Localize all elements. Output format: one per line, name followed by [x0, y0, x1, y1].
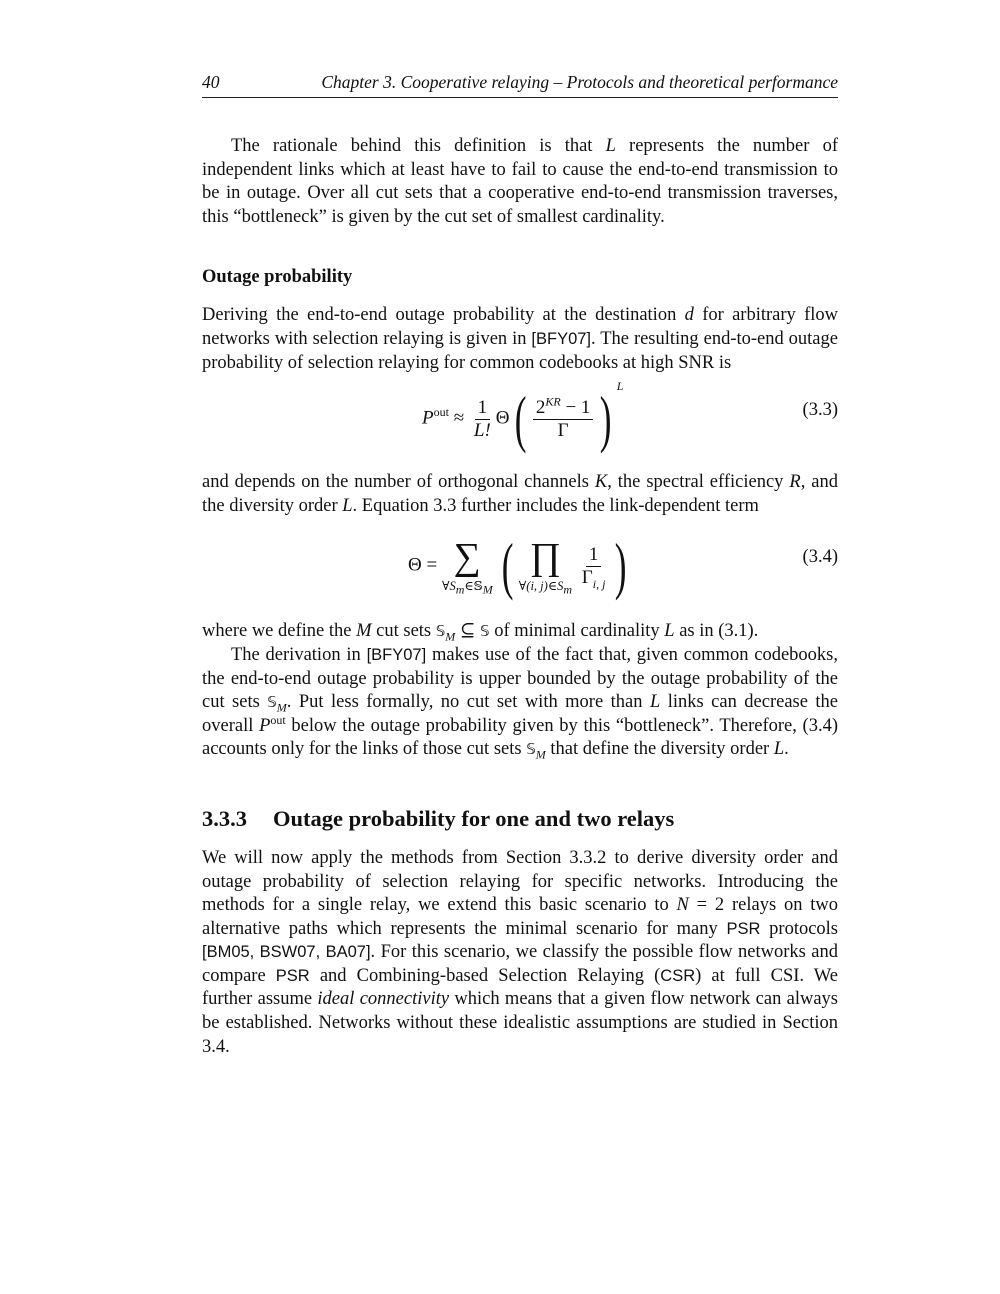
- citation-link[interactable]: [BM05, BSW07, BA07]: [202, 943, 371, 962]
- paragraph-derivation: The derivation in [BFY07] makes use of the fact that, given common codebooks, the end-to-end outage probability is upper bounded by the outage probability of the cut sets 𝕊$_M$. Put less formally, no cut set with more than L links can decrease the overall $P^{out}$ below the outage probability given by this “bottleneck”. Therefore, (3.4) accounts only for the links of those cut sets 𝕊$_M$ that define the diversity order L.: [202, 644, 838, 762]
- paragraph-deriving: Deriving the end-to-end outage probability at the destination d for arbitrary flow networks with selection relaying is given in [BFY07]. The resulting end-to-end outage probability of selection relaying for common codebooks at high SNR is: [202, 305, 838, 373]
- running-header: [202, 70, 838, 98]
- equation-3-3: $P^{out}$ ≈ $\frac{1}{L!}$ Θ( $\frac{2^{KR} - 1}{\Gamma}$ ) $^L$ (3.3): [422, 379, 838, 455]
- page-number: 40: [202, 72, 220, 92]
- citation-link[interactable]: [BFY07]: [531, 329, 592, 348]
- chapter-title: Chapter 3. Cooperative relaying – Protocols and theoretical performance: [321, 72, 838, 92]
- equation-3-4: Θ = ∑ $\forall S_m\in 𝕊_M$ ( ∏ ∀(i, $j)\in S_m$ $\frac{1}{\Gamma_{i, j}}$ ) (3.4): [408, 530, 838, 602]
- acronym-link-csr[interactable]: CSR: [660, 966, 696, 985]
- equation-number-3-3: (3.3): [802, 400, 838, 421]
- section-title: Outage probability for one and two relays: [273, 805, 675, 831]
- paragraph-where-define: where we define the M cut sets 𝕊$_M$ ⊆ 𝕊 of minimal cardinality L as in (3.1).: [202, 621, 759, 645]
- citation-link[interactable]: [BFY07]: [366, 645, 427, 664]
- subheading-outage-probability: Outage probability: [202, 267, 353, 288]
- acronym-link-psr[interactable]: PSR: [726, 919, 761, 938]
- page: [202, 70, 838, 1059]
- paragraph-apply-methods: We will now apply the methods from Section 3.3.2 to derive diversity order and outage probability of selection relaying for specific networks. Introducing the methods for a single relay, we extend this basic scenario to N = 2 relays on two alternative paths which represents the minimal scenario for many PSR protocols [BM05, BSW07, BA07]. For this scenario, we classify the possible flow networks and compare PSR and Combining-based Selection Relaying (CSR) at full CSI. We further assume ideal connectivity which means that a given flow network can always be established. Networks without these idealistic assumptions are studied in Section 3.4.: [202, 847, 839, 1057]
- paragraph-rationale: The rationale behind this definition is that L represents the number of independent links which at least have to fail to cause the end-to-end transmission to be in outage. Over all cut sets that a cooperative end-to-end transmission traverses, this “bottleneck” is given by the cut set of smallest cardinality.: [202, 136, 838, 227]
- section-number: 3.3.3: [202, 805, 247, 831]
- paragraph-depends: and depends on the number of orthogonal channels K, the spectral efficiency R, and the diversity order L. Equation 3.3 further includes the link-dependent term: [202, 472, 838, 516]
- section-heading-3-3-3: [202, 806, 838, 832]
- acronym-link-psr[interactable]: PSR: [275, 966, 310, 985]
- equation-number-3-4: (3.4): [802, 547, 838, 568]
